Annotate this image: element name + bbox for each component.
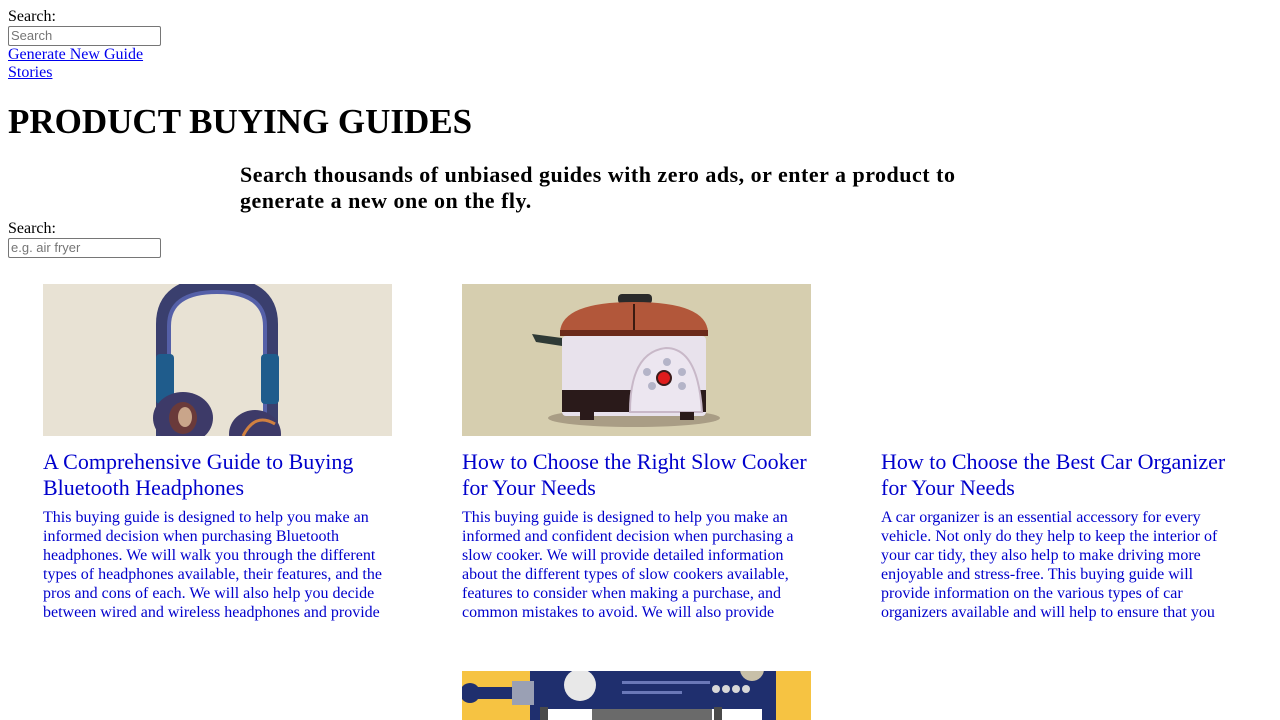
page-subtitle: Search thousands of unbiased guides with zero ads, or enter a product to generate a new one on the fly. — [240, 162, 956, 213]
guide-description[interactable]: This buying guide is designed to help you make an informed decision when purchasing Bluetooth headphones. We will walk you through the different types of headphones available, their features, and the pros and cons of each. We will also help you decide between wired and wireless headphones and provide — [43, 509, 382, 621]
guide-card-slow-cooker[interactable] — [462, 284, 811, 622]
stories-link[interactable]: Stories — [8, 64, 53, 81]
guide-title[interactable]: How to Choose the Best Car Organizer for Your Needs — [881, 449, 1226, 500]
hero-search — [8, 220, 161, 258]
page-title: PRODUCT BUYING GUIDES — [8, 102, 473, 141]
nav-search-input[interactable] — [8, 26, 161, 46]
guide-card-car-organizer[interactable] — [881, 284, 1230, 622]
guide-title[interactable]: A Comprehensive Guide to Buying Bluetooth Headphones — [43, 449, 354, 500]
headphones-image[interactable] — [43, 284, 392, 436]
guide-card-headphones[interactable] — [43, 284, 392, 622]
appliance-image[interactable] — [462, 671, 811, 720]
hero-search-input[interactable] — [8, 238, 161, 258]
hero-search-label: Search: — [8, 220, 56, 237]
slow-cooker-image[interactable] — [462, 284, 811, 436]
nav-search-label: Search: — [8, 8, 56, 25]
guide-description[interactable]: A car organizer is an essential accessory for every vehicle. Not only do they help to keep the interior of your car tidy, they also help to make driving more enjoyable and stress-free. This buying guide will provide information on the various types of car organizers available and will help to ensure that you — [881, 509, 1218, 621]
guide-card-appliance[interactable] — [462, 671, 811, 720]
guide-title[interactable]: How to Choose the Right Slow Cooker for Your Needs — [462, 449, 807, 500]
generate-new-guide-link[interactable]: Generate New Guide — [8, 46, 144, 63]
top-nav — [8, 8, 161, 82]
guide-description[interactable]: This buying guide is designed to help you make an informed and confident decision when purchasing a slow cooker. We will provide detailed information about the different types of slow cookers available, features to consider when making a purchase, and common mistakes to avoid. We will also provide — [462, 509, 794, 621]
